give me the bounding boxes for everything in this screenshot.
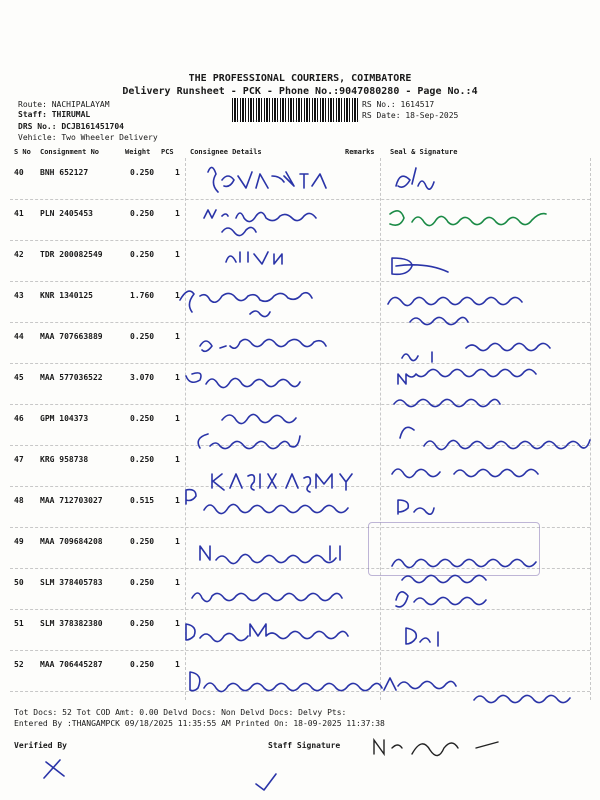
row-weight: 0.250 [130, 537, 155, 546]
row-consignment: MAA 577036522 [40, 373, 103, 382]
col-consignee: Consignee Details [190, 148, 262, 156]
row-weight: 0.250 [130, 250, 155, 259]
row-pcs: 1 [175, 619, 180, 628]
row-sno: 48 [14, 496, 24, 505]
row-sno: 41 [14, 209, 24, 218]
col-pcs: PCS [161, 148, 174, 156]
row-sno: 42 [14, 250, 24, 259]
table-row [0, 486, 600, 527]
table-row [0, 363, 600, 404]
table-row [0, 650, 600, 691]
row-sno: 46 [14, 414, 24, 423]
row-pcs: 1 [175, 332, 180, 341]
rs-date: RS Date: 18-Sep-2025 [362, 111, 459, 120]
row-weight: 0.250 [130, 209, 155, 218]
row-sno: 40 [14, 168, 24, 177]
row-divider [10, 404, 590, 405]
row-divider [10, 363, 590, 364]
row-sno: 49 [14, 537, 24, 546]
row-pcs: 1 [175, 660, 180, 669]
row-weight: 0.250 [130, 455, 155, 464]
row-consignment: KNR 1340125 [40, 291, 93, 300]
row-divider [10, 609, 590, 610]
row-weight: 3.070 [130, 373, 155, 382]
row-consignment: MAA 706445287 [40, 660, 103, 669]
barcode [232, 98, 358, 122]
row-pcs: 1 [175, 537, 180, 546]
col-sno: S No [14, 148, 31, 156]
row-sno: 43 [14, 291, 24, 300]
row-weight: 0.250 [130, 332, 155, 341]
vehicle-label: Vehicle: Two Wheeler Delivery [18, 133, 158, 142]
table-row [0, 322, 600, 363]
footer-entered-by: Entered By :THANGAMPCK 09/18/2025 11:35:55 AM Printed On: 18-09-2025 11:37:38 [14, 719, 385, 728]
row-pcs: 1 [175, 373, 180, 382]
row-consignment: TDR 200082549 [40, 250, 103, 259]
seal-stamp [368, 522, 540, 576]
row-consignment: MAA 707663889 [40, 332, 103, 341]
row-consignment: PLN 2405453 [40, 209, 93, 218]
row-sno: 44 [14, 332, 24, 341]
row-sno: 52 [14, 660, 24, 669]
table-row [0, 158, 600, 199]
row-sno: 50 [14, 578, 24, 587]
row-pcs: 1 [175, 496, 180, 505]
table-row [0, 281, 600, 322]
row-weight: 0.250 [130, 168, 155, 177]
row-pcs: 1 [175, 209, 180, 218]
row-weight: 0.515 [130, 496, 155, 505]
footer-totals: Tot Docs: 52 Tot COD Amt: 0.00 Delvd Docs: Non Delvd Docs: Delvy Pts: [14, 708, 347, 717]
row-sno: 47 [14, 455, 24, 464]
row-pcs: 1 [175, 250, 180, 259]
row-consignment: MAA 712703027 [40, 496, 103, 505]
row-divider [10, 322, 590, 323]
row-sno: 51 [14, 619, 24, 628]
row-weight: 1.760 [130, 291, 155, 300]
col-consignment: Consignment No [40, 148, 100, 156]
row-weight: 0.250 [130, 660, 155, 669]
table-row [0, 609, 600, 650]
col-remarks: Remarks [345, 148, 375, 156]
staff-signature-mark [374, 740, 498, 756]
row-divider [10, 691, 590, 692]
row-divider [10, 281, 590, 282]
row-consignment: SLM 378405783 [40, 578, 103, 587]
row-divider [10, 650, 590, 651]
staff-signature-label: Staff Signature [268, 741, 341, 750]
row-weight: 0.250 [130, 414, 155, 423]
col-weight: Weight [125, 148, 151, 156]
row-consignment: BNH 652127 [40, 168, 89, 177]
table-row [0, 445, 600, 486]
rs-number: RS No.: 1614517 [362, 100, 435, 109]
route-label: Route: NACHIPALAYAM [18, 100, 110, 109]
row-divider [10, 445, 590, 446]
row-weight: 0.250 [130, 578, 155, 587]
drs-number: DRS No.: DCJB161451704 [18, 122, 124, 131]
tick-mark [256, 774, 276, 790]
row-divider [10, 486, 590, 487]
verified-by-label: Verified By [14, 741, 67, 750]
row-consignment: SLM 378382380 [40, 619, 103, 628]
row-consignment: GPM 104373 [40, 414, 89, 423]
row-sno: 45 [14, 373, 24, 382]
document-subtitle: Delivery Runsheet - PCK - Phone No.:9047080280 - Page No.:4 [122, 86, 478, 97]
row-consignment: MAA 709684208 [40, 537, 103, 546]
document-title: THE PROFESSIONAL COURIERS, COIMBATORE [188, 73, 412, 84]
table-row [0, 199, 600, 240]
row-divider [10, 240, 590, 241]
row-pcs: 1 [175, 578, 180, 587]
col-seal: Seal & Signature [390, 148, 458, 156]
row-weight: 0.250 [130, 619, 155, 628]
row-pcs: 1 [175, 414, 180, 423]
table-row [0, 404, 600, 445]
row-divider [10, 199, 590, 200]
table-row [0, 240, 600, 281]
row-pcs: 1 [175, 455, 180, 464]
row-pcs: 1 [175, 168, 180, 177]
row-consignment: KRG 958738 [40, 455, 89, 464]
verified-signature [44, 760, 64, 778]
row-pcs: 1 [175, 291, 180, 300]
staff-label: Staff: THIRUMAL [18, 110, 91, 119]
